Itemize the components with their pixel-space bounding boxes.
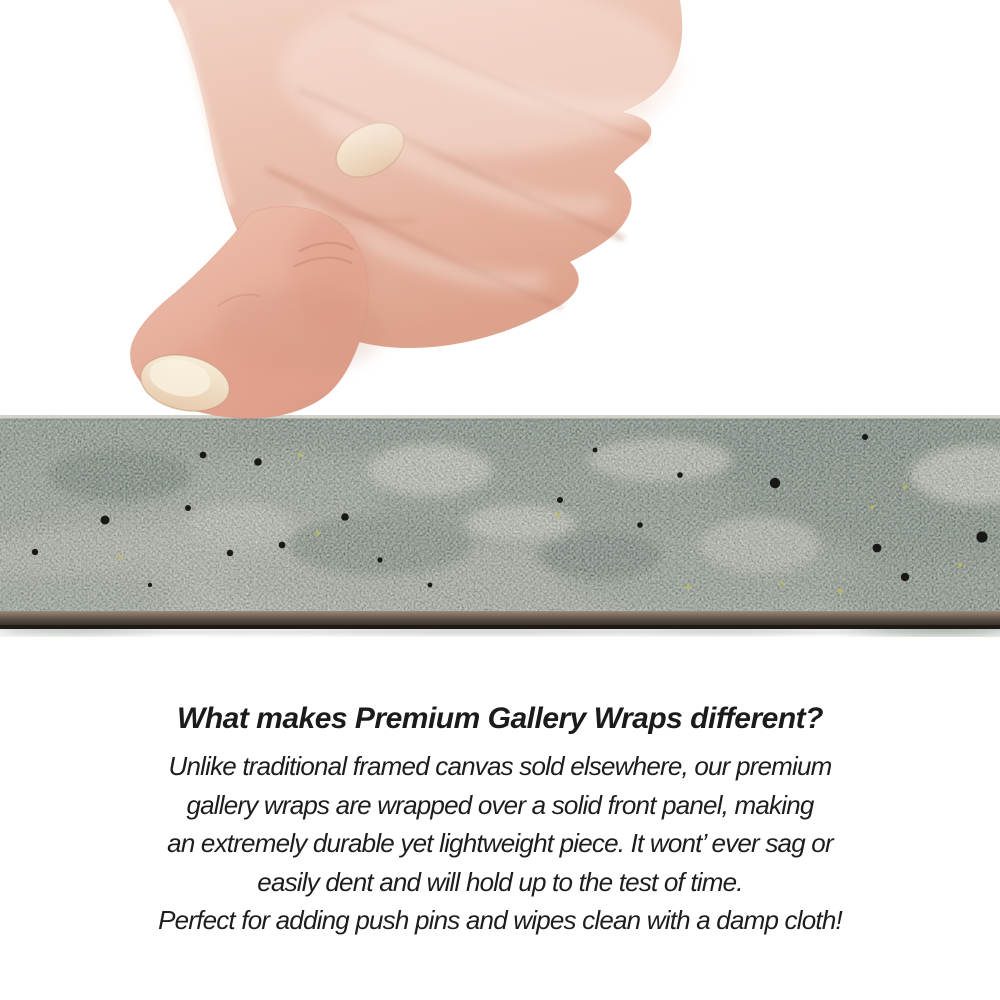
caption-line-5: Perfect for adding push pins and wipes clean with a damp cloth! bbox=[158, 905, 842, 935]
caption-line-2: gallery wraps are wrapped over a solid front panel, making bbox=[186, 789, 814, 820]
hand-photo bbox=[0, 0, 1000, 440]
caption-heading: What makes Premium Gallery Wraps different? bbox=[177, 702, 823, 735]
caption-line-3: an extremely durable yet lightweight piece. It wont’ ever sag or bbox=[167, 828, 833, 858]
caption-block bbox=[0, 699, 1000, 940]
canvas-edge-photo bbox=[0, 415, 1000, 637]
caption-line-4: easily dent and will hold up to the test of time. bbox=[257, 866, 743, 897]
caption-line-1: Unlike traditional framed canvas sold elsewhere, our premium bbox=[168, 751, 832, 781]
